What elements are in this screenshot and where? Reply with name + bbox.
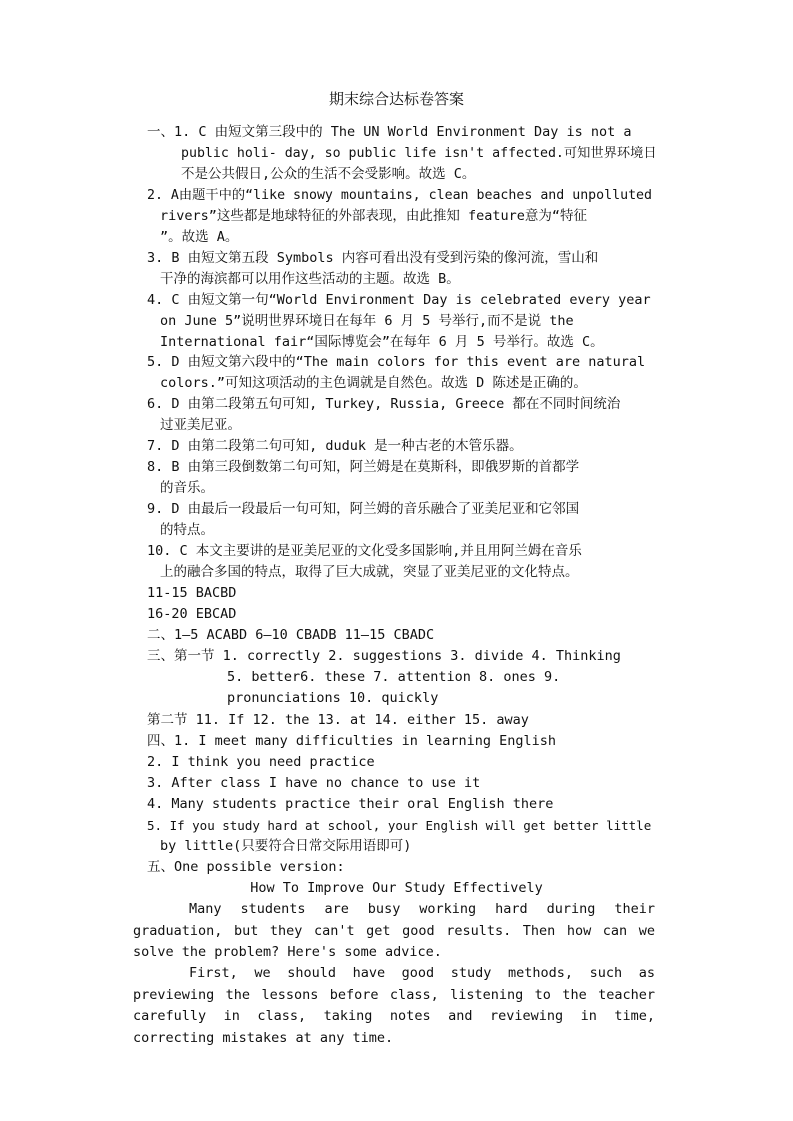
answer-q6-line2: 过亚美尼亚。	[160, 417, 241, 433]
answer-q1-line3: 不是公共假日,公众的生活不会受影响。故选 C。	[181, 166, 476, 182]
answer-q4-line1: 4. C 由短文第一句“World Environment Day is celebrated every year	[147, 292, 651, 308]
answer-q3-line2: 干净的海滨都可以用作这些活动的主题。故选 B。	[160, 271, 460, 287]
section4-answer-5-line2: by little(只要符合日常交际用语即可)	[160, 838, 412, 854]
essay-paragraph-2-text: First, we should have good study methods, such as previewing the lessons before class, listening to the teacher carefully in class, taking notes and reviewing in time, correcting mistakes at any time.	[133, 965, 655, 1046]
essay-title: How To Improve Our Study Effectively	[250, 880, 543, 896]
answer-q7: 7. D 由第二段第二句可知, duduk 是一种古老的木管乐器。	[147, 438, 523, 454]
answer-q16-20: 16-20 EBCAD	[147, 606, 237, 622]
answer-q8-line2: 的音乐。	[160, 480, 214, 496]
answer-q2-line1: 2. A由题干中的“like snowy mountains, clean beaches and unpolluted	[147, 188, 652, 203]
section4-answer-2: 2. I think you need practice	[147, 754, 375, 770]
answer-q5-line2: colors.”可知这项活动的主色调就是自然色。故选 D 陈述是正确的。	[160, 375, 587, 391]
answer-q6-line1: 6. D 由第二段第五句可知, Turkey, Russia, Greece 都在不同时间统治	[147, 396, 621, 412]
answer-q10-line2: 上的融合多国的特点，取得了巨大成就，突显了亚美尼亚的文化特点。	[160, 564, 579, 580]
section4-answer-5-line1: 5. If you study hard at school, your English will get better little	[147, 818, 652, 833]
section4-answer-4: 4. Many students practice their oral English there	[147, 796, 554, 812]
section2-answers: 二、1—5 ACABD 6—10 CBADB 11—15 CBADC	[147, 627, 435, 643]
section3-part1-line2: 5. better6. these 7. attention 8. ones 9.	[227, 669, 561, 685]
essay-paragraph-2	[133, 963, 655, 1049]
answer-q4-line3: International fair“国际博览会”在每年 6 月 5 号举行。故选 C。	[160, 334, 604, 350]
section3-part2: 第二节 11. If 12. the 13. at 14. either 15. away	[147, 712, 529, 728]
answer-q3-line1: 3. B 由短文第五段 Symbols 内容可看出没有受到污染的像河流，雪山和	[147, 250, 599, 266]
section4-answer-3: 3. After class I have no chance to use it	[147, 775, 481, 791]
answer-q11-15: 11-15 BACBD	[147, 585, 237, 601]
answer-q1-line1: 一、1. C 由短文第三段中的 The UN World Environment Day is not a	[147, 124, 632, 140]
answer-q1-line2: public holi- day, so public life isn't affected.可知世界环境日	[181, 146, 657, 161]
essay-paragraph-1	[133, 899, 655, 964]
page-title: 期末综合达标卷答案	[328, 90, 464, 108]
section3-part1-line1: 三、第一节 1. correctly 2. suggestions 3. divide 4. Thinking	[147, 648, 621, 664]
answer-q4-line2: on June 5”说明世界环境日在每年 6 月 5 号举行,而不是说 the	[160, 313, 574, 329]
section4-answer-1: 四、1. I meet many difficulties in learning English	[147, 733, 557, 749]
answer-q9-line1: 9. D 由最后一段最后一句可知，阿兰姆的音乐融合了亚美尼亚和它邻国	[147, 501, 580, 517]
answer-q2-line2: rivers”这些都是地球特征的外部表现，由此推知 feature意为“特征	[160, 208, 588, 224]
answer-q2-line3: ”。故选 A。	[160, 229, 239, 245]
section3-part1-line3: pronunciations 10. quickly	[227, 690, 439, 706]
answer-q10-line1: 10. C 本文主要讲的是亚美尼亚的文化受多国影响,并且用阿兰姆在音乐	[147, 543, 582, 559]
essay-paragraph-1-text: Many students are busy working hard during their graduation, but they can't get good results. Then how can we solve the problem? Here's some advice.	[133, 901, 655, 960]
answer-q5-line1: 5. D 由短文第六段中的“The main colors for this event are natural	[147, 354, 646, 370]
answer-q8-line1: 8. B 由第三段倒数第二句可知，阿兰姆是在莫斯科，即俄罗斯的首都学	[147, 459, 580, 475]
answer-q9-line2: 的特点。	[160, 522, 214, 538]
section5-heading: 五、One possible version:	[147, 859, 345, 875]
